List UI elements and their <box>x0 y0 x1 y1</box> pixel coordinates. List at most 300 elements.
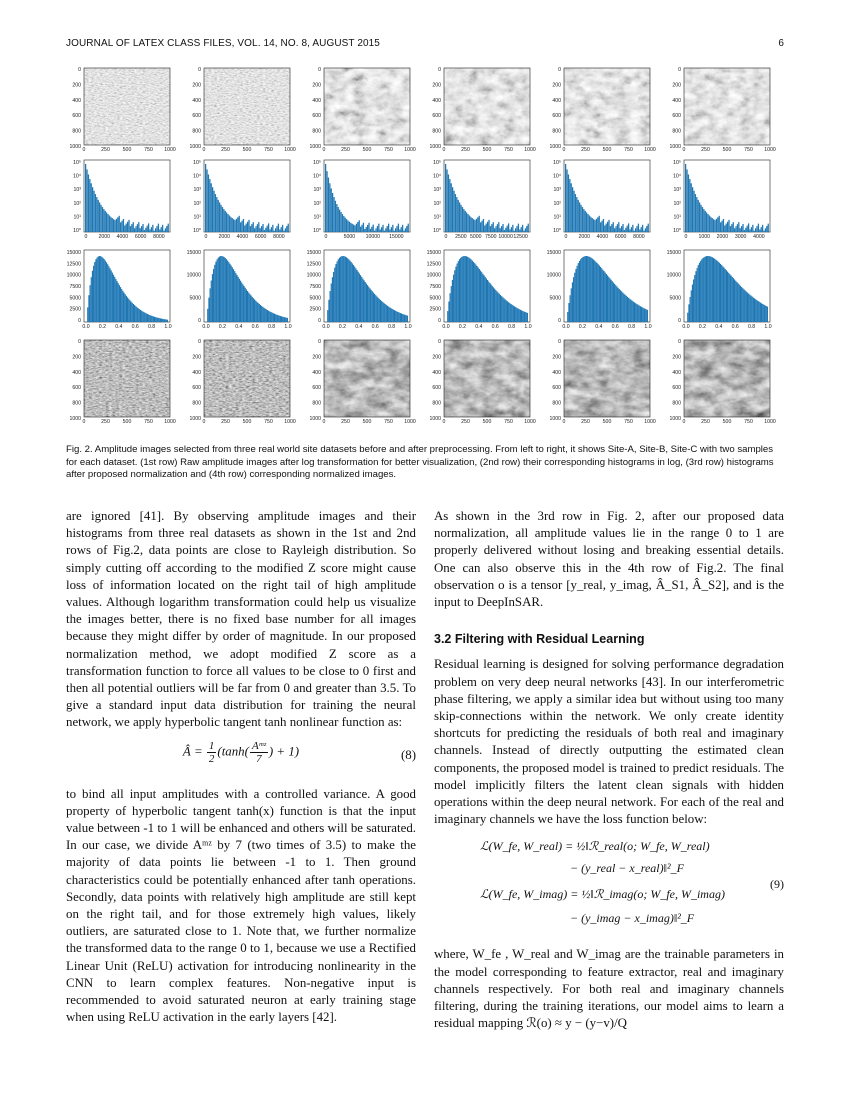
histogram-bar <box>705 211 706 232</box>
x-tick-label: 0 <box>82 419 86 425</box>
histogram-bar <box>748 223 749 232</box>
histogram-bar <box>223 209 224 232</box>
histogram-bar <box>283 317 284 322</box>
histogram-bar <box>569 179 570 232</box>
histogram-bar <box>691 183 692 232</box>
x-tick-label: 750 <box>264 419 273 425</box>
x-tick-label: 500 <box>242 147 252 153</box>
histogram-bar <box>633 302 634 322</box>
x-tick-label: 0 <box>324 234 328 240</box>
x-tick-label: 0.4 <box>115 324 123 330</box>
histogram-bar <box>346 257 347 322</box>
y-tick-label: 200 <box>432 354 441 361</box>
histogram-bar <box>642 308 643 322</box>
histogram-bar <box>522 225 523 232</box>
histogram-bar <box>583 209 584 232</box>
right-column <box>434 508 784 1032</box>
y-tick-label: 400 <box>72 369 81 376</box>
histogram-bar <box>349 261 350 322</box>
histogram-bar <box>465 211 466 232</box>
histogram-bar <box>617 224 618 232</box>
histogram-bar <box>249 294 250 322</box>
histogram-bar <box>139 309 140 322</box>
histogram-bar <box>103 209 104 232</box>
histogram-bar <box>133 304 134 322</box>
x-tick-label: 1.0 <box>404 324 412 330</box>
histogram-bar <box>213 191 214 232</box>
histogram-bar <box>140 228 141 232</box>
histogram-bar <box>642 225 643 232</box>
histogram-bar <box>722 266 723 322</box>
y-tick-label: 0 <box>198 67 201 73</box>
histogram-bar <box>497 224 498 232</box>
histogram-bar <box>100 205 101 232</box>
x-tick-label: 0.2 <box>218 324 227 330</box>
histogram-bar <box>706 256 707 322</box>
x-tick-label: 0.4 <box>235 324 243 330</box>
histogram-bar <box>733 278 734 322</box>
y-tick-label: 800 <box>192 400 201 407</box>
x-tick-label: 10000 <box>365 234 381 240</box>
histogram-bar <box>208 174 209 232</box>
eq8-frac-den: 7 <box>256 752 262 765</box>
histogram-bar <box>711 257 712 322</box>
histogram-bar <box>700 205 701 232</box>
histogram-bar <box>240 281 241 322</box>
y-tick-label: 10¹ <box>313 214 321 221</box>
y-tick-label: 0 <box>438 339 441 345</box>
y-tick-label: 400 <box>312 97 321 104</box>
histogram-bar <box>406 315 407 322</box>
histogram-bar <box>719 216 720 232</box>
y-tick-label: 0 <box>318 67 321 73</box>
x-tick-label: 1000 <box>404 419 416 425</box>
y-tick-label: 600 <box>72 113 81 120</box>
y-tick-label: 600 <box>432 113 441 120</box>
histogram-bar <box>488 220 489 232</box>
histogram-bar <box>215 262 216 322</box>
y-tick-label: 0 <box>678 318 681 324</box>
x-tick-label: 0 <box>202 419 206 425</box>
histogram-bar <box>122 291 123 322</box>
histogram-bar <box>730 226 731 232</box>
histogram-bar <box>701 259 702 322</box>
histogram-bar <box>274 314 275 322</box>
histogram-bar <box>244 225 245 232</box>
y-tick-label: 7500 <box>429 284 441 290</box>
histogram-bar <box>758 224 759 232</box>
y-tick-label: 10⁴ <box>553 173 561 180</box>
x-tick-label: 0.0 <box>202 324 210 330</box>
histogram-bar <box>121 289 122 322</box>
histogram-bar <box>698 265 699 322</box>
y-tick-label: 200 <box>72 82 81 89</box>
histogram-bar <box>365 282 366 322</box>
histogram-bar <box>332 277 333 322</box>
eq9-line-2: − (y_real − x_real)‖²_F <box>570 861 684 876</box>
x-tick-label: 4000 <box>236 234 249 240</box>
histogram-bar <box>756 300 757 322</box>
y-tick-label: 10⁰ <box>433 228 441 234</box>
histogram-bar <box>207 309 208 322</box>
histogram-bar <box>635 228 636 232</box>
histogram-bar <box>123 219 124 232</box>
histogram-bar <box>607 275 608 322</box>
histogram-bar <box>492 286 493 322</box>
histogram-bar <box>257 224 258 232</box>
histogram-bar <box>281 316 282 322</box>
x-tick-label: 750 <box>624 147 633 153</box>
histogram-bar <box>645 228 646 232</box>
histogram-bar <box>472 261 473 322</box>
x-tick-label: 6000 <box>134 234 147 240</box>
y-tick-label: 15000 <box>66 250 81 256</box>
y-tick-label: 0 <box>678 67 681 73</box>
histogram-bar <box>474 220 475 232</box>
histogram-bar <box>359 273 360 322</box>
histogram-bar <box>503 298 504 322</box>
histogram-bar <box>714 259 715 322</box>
histogram-bar <box>625 295 626 322</box>
histogram-bar <box>752 225 753 232</box>
histogram-bar <box>357 222 358 232</box>
histogram-bar <box>361 225 362 232</box>
y-tick-label: 1000 <box>309 144 321 150</box>
histogram-bar <box>480 222 481 232</box>
y-tick-label: 0 <box>198 318 201 324</box>
y-tick-label: 10² <box>673 200 681 207</box>
histogram-bar <box>735 226 736 232</box>
histogram-bar <box>265 309 266 322</box>
histogram-bar <box>519 229 520 232</box>
histogram-bar <box>117 217 118 232</box>
histogram-bar <box>476 219 477 232</box>
histogram-bar <box>368 223 369 232</box>
histogram-bar <box>148 315 149 322</box>
histogram-bar <box>267 226 268 232</box>
histogram-bar <box>611 224 612 232</box>
histogram-bar <box>238 277 239 322</box>
histogram-bar <box>102 207 103 232</box>
histogram-bar <box>229 264 230 322</box>
histogram-bar <box>634 302 635 322</box>
section-heading: 3.2 Filtering with Residual Learning <box>434 632 645 647</box>
histogram-bar <box>631 227 632 232</box>
histogram-bar <box>134 228 135 232</box>
x-tick-label: 250 <box>101 419 110 425</box>
y-tick-label: 600 <box>672 113 681 120</box>
histogram-bar <box>96 197 97 232</box>
eq8-frac-num: Aᵐᶻ <box>251 739 266 752</box>
histogram-bar <box>626 296 627 322</box>
x-tick-label: 0 <box>684 234 688 240</box>
histogram-bar <box>468 258 469 322</box>
x-tick-label: 0 <box>682 419 686 425</box>
histogram-bar <box>489 283 490 322</box>
y-tick-label: 12500 <box>426 261 441 268</box>
y-tick-label: 400 <box>432 97 441 104</box>
histogram-bar <box>234 271 235 322</box>
histogram-bar <box>396 226 397 232</box>
histogram-bar <box>387 226 388 232</box>
x-tick-label: 1.0 <box>644 324 652 330</box>
histogram-bar <box>87 307 88 322</box>
histogram-bar <box>481 272 482 322</box>
histogram-bar <box>389 307 390 322</box>
histogram-bar <box>504 230 505 232</box>
histogram-bar <box>129 300 130 322</box>
y-tick-label: 600 <box>552 113 561 120</box>
y-tick-label: 800 <box>672 128 681 135</box>
histogram-bar <box>338 207 339 232</box>
histogram-bar <box>495 226 496 232</box>
histogram-bar <box>254 228 255 232</box>
y-tick-label: 1000 <box>549 416 561 422</box>
y-tick-label: 10⁴ <box>73 173 81 180</box>
y-tick-label: 400 <box>672 97 681 104</box>
histogram-bar <box>605 273 606 322</box>
histogram-bar <box>615 285 616 322</box>
y-tick-label: 10⁵ <box>73 160 81 166</box>
y-tick-label: 10⁵ <box>673 160 681 166</box>
histogram-bar <box>108 266 109 322</box>
histogram-bar <box>281 227 282 232</box>
histogram-bar <box>759 302 760 322</box>
histogram-bar <box>766 306 767 322</box>
histogram-bar <box>154 231 155 232</box>
histogram-bar <box>329 183 330 232</box>
y-tick-label: 0 <box>78 318 81 324</box>
histogram-bar <box>388 224 389 232</box>
histogram-bar <box>260 228 261 232</box>
histogram-bar <box>336 204 337 232</box>
histogram-bar <box>735 281 736 322</box>
x-tick-label: 2000 <box>716 234 729 240</box>
histogram-bar <box>579 202 580 232</box>
histogram-bar <box>606 274 607 322</box>
histogram-bar <box>460 205 461 232</box>
histogram-bar <box>345 218 346 232</box>
histogram-bar <box>588 257 589 322</box>
histogram-bar <box>140 310 141 322</box>
histogram-bar <box>246 224 247 232</box>
histogram-bar <box>585 211 586 232</box>
histogram-bar <box>335 201 336 232</box>
x-tick-label: 0.2 <box>458 324 467 330</box>
x-tick-label: 1000 <box>698 234 710 240</box>
histogram-bar <box>407 316 408 322</box>
x-tick-label: 0.6 <box>611 324 619 330</box>
histogram-bar <box>593 260 594 322</box>
histogram-bar <box>646 309 647 322</box>
histogram-bar <box>164 319 165 322</box>
histogram-bar <box>587 256 588 322</box>
x-tick-label: 0.8 <box>507 324 516 330</box>
histogram-bar <box>262 307 263 322</box>
histogram-bar <box>498 293 499 322</box>
histogram-bar <box>715 260 716 322</box>
figure-2-panels <box>66 60 784 440</box>
histogram-bar <box>233 219 234 232</box>
histogram-bar <box>389 229 390 232</box>
histogram-bar <box>255 301 256 322</box>
y-tick-label: 5000 <box>69 295 81 302</box>
histogram-bar <box>738 283 739 322</box>
histogram-bar <box>101 257 102 322</box>
histogram-bar <box>712 218 713 232</box>
y-tick-label: 800 <box>312 128 321 135</box>
histogram-bar <box>269 229 270 232</box>
y-tick-label: 5000 <box>189 295 201 302</box>
histogram-bar <box>241 221 242 232</box>
histogram-bar <box>144 230 145 232</box>
histogram-bar <box>570 295 571 322</box>
histogram-bar <box>226 259 227 322</box>
x-tick-label: 250 <box>461 147 470 153</box>
eq8-tail: ) + 1) <box>268 744 300 759</box>
histogram-bar <box>618 288 619 322</box>
histogram-bar <box>403 231 404 232</box>
histogram-bar <box>518 224 519 232</box>
histogram-bar <box>636 304 637 322</box>
y-tick-label: 15000 <box>666 250 681 256</box>
x-tick-label: 0.8 <box>267 324 276 330</box>
histogram-bar <box>515 307 516 322</box>
histogram-bar <box>484 225 485 232</box>
histogram-bar <box>621 226 622 232</box>
histogram-bar <box>89 179 90 232</box>
histogram-bar <box>222 256 223 322</box>
histogram-bar <box>458 200 459 232</box>
histogram-bar <box>286 318 287 322</box>
histogram-bar <box>766 226 767 232</box>
histogram-bar <box>694 275 695 322</box>
histogram-bar <box>367 225 368 232</box>
histogram-bar <box>235 273 236 322</box>
x-tick-label: 1.0 <box>524 324 532 330</box>
histogram-bar <box>450 293 451 322</box>
y-tick-label: 1000 <box>189 416 201 422</box>
histogram-bar <box>476 266 477 322</box>
histogram-bar <box>343 216 344 232</box>
y-tick-label: 10³ <box>73 187 81 194</box>
x-tick-label: 750 <box>744 147 753 153</box>
histogram-bar <box>347 221 348 232</box>
histogram-bar <box>360 275 361 322</box>
histogram-bar <box>397 312 398 322</box>
histogram-bar <box>333 197 334 232</box>
x-tick-label: 1.0 <box>284 324 292 330</box>
histogram-bar <box>596 219 597 232</box>
histogram-bar <box>508 223 509 232</box>
histogram-bar <box>330 291 331 322</box>
eq8-half-den: 2 <box>208 752 215 765</box>
histogram-bar <box>747 226 748 232</box>
histogram-bar <box>245 288 246 322</box>
histogram-bar <box>710 217 711 232</box>
y-tick-label: 0 <box>558 67 561 73</box>
histogram-bar <box>491 224 492 232</box>
histogram-bar <box>95 194 96 232</box>
histogram-bar <box>261 306 262 322</box>
histogram-bar <box>594 220 595 232</box>
histogram-bar <box>156 226 157 232</box>
histogram-bar <box>159 318 160 322</box>
y-tick-label: 800 <box>192 128 201 135</box>
histogram-bar <box>516 308 517 322</box>
histogram-bar <box>639 305 640 322</box>
histogram-bar <box>274 231 275 232</box>
histogram-bar <box>515 228 516 232</box>
histogram-bar <box>242 284 243 322</box>
histogram-bar <box>227 214 228 232</box>
histogram-bar <box>253 298 254 322</box>
histogram-bar <box>113 275 114 322</box>
y-tick-label: 10⁵ <box>313 160 321 166</box>
x-tick-label: 2000 <box>218 234 230 240</box>
histogram-bar <box>522 311 523 322</box>
histogram-bar <box>271 227 272 232</box>
histogram-bar <box>638 224 639 232</box>
histogram-bar <box>517 308 518 322</box>
y-tick-label: 800 <box>552 128 561 135</box>
x-tick-label: 750 <box>384 419 393 425</box>
x-tick-label: 2000 <box>98 234 110 240</box>
histogram-bar <box>577 266 578 322</box>
histogram-bar <box>155 228 156 232</box>
histogram-bar <box>755 299 756 322</box>
histogram-bar <box>275 314 276 322</box>
histogram-bar <box>496 291 497 322</box>
histogram-bar <box>720 264 721 322</box>
y-tick-label: 10⁰ <box>73 228 81 234</box>
histogram-bar <box>636 226 637 232</box>
histogram-bar <box>634 231 635 232</box>
y-tick-label: 10² <box>553 200 561 207</box>
histogram-bar <box>479 269 480 322</box>
histogram-bar <box>118 283 119 322</box>
histogram-bar <box>742 288 743 322</box>
y-tick-label: 10⁵ <box>553 160 561 166</box>
histogram-bar <box>327 310 328 322</box>
histogram-bar <box>268 223 269 232</box>
y-tick-label: 12500 <box>306 261 321 268</box>
x-tick-label: 0.8 <box>747 324 756 330</box>
histogram-bar <box>466 256 467 322</box>
histogram-bar <box>453 191 454 232</box>
histogram-bar <box>214 265 215 322</box>
x-tick-label: 500 <box>602 419 612 425</box>
histogram-bar <box>595 262 596 322</box>
histogram-bar <box>688 174 689 232</box>
histogram-bar <box>512 225 513 232</box>
histogram-bar <box>593 219 594 232</box>
histogram-bar <box>512 305 513 322</box>
histogram-bar <box>222 207 223 232</box>
y-tick-label: 200 <box>432 82 441 89</box>
histogram-bar <box>727 272 728 322</box>
histogram-bar <box>600 222 601 232</box>
y-tick-label: 600 <box>192 113 201 120</box>
histogram-bar <box>741 287 742 322</box>
histogram-bar <box>270 312 271 322</box>
y-tick-label: 200 <box>192 82 201 89</box>
y-tick-label: 7500 <box>309 284 321 290</box>
histogram-bar <box>453 275 454 322</box>
x-tick-label: 250 <box>701 147 710 153</box>
histogram-bar <box>142 224 143 232</box>
x-tick-label: 0.4 <box>475 324 483 330</box>
